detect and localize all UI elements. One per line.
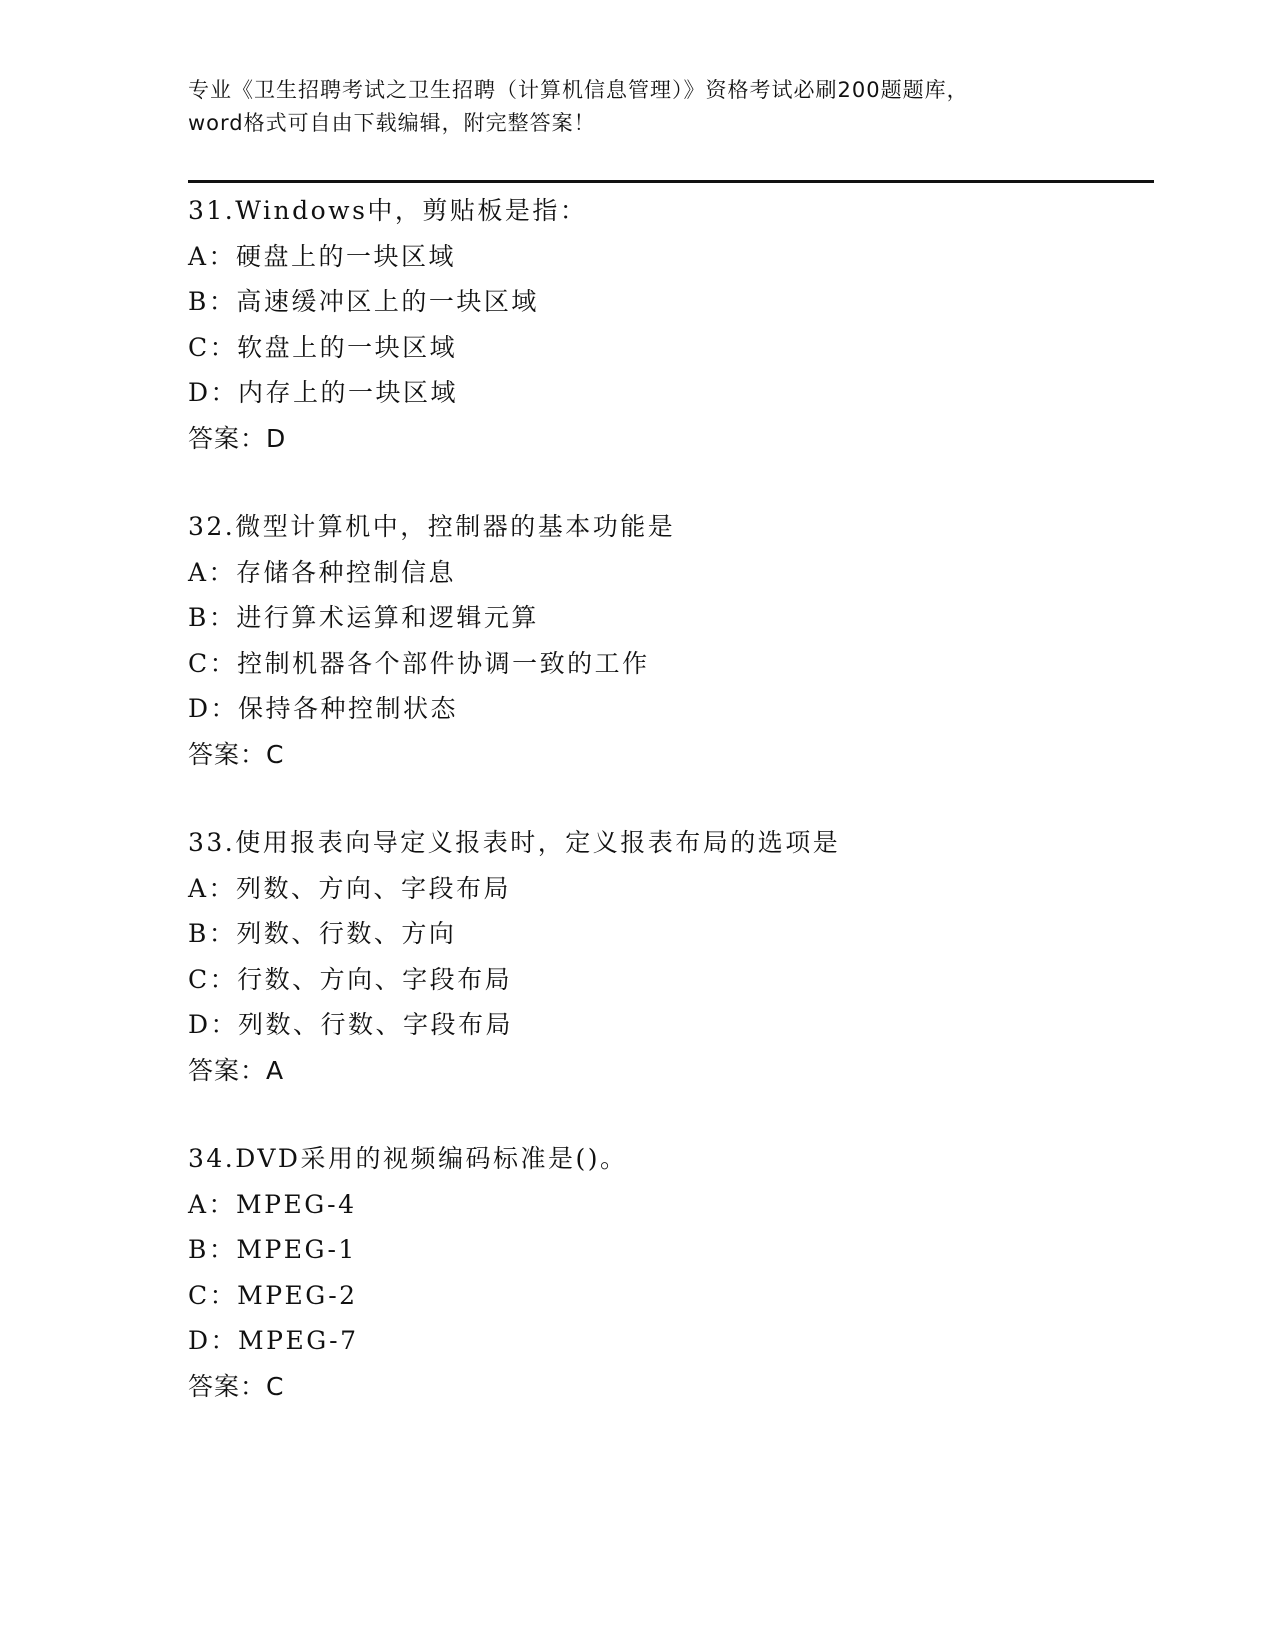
option-c: C：行数、方向、字段布局 [188,964,513,994]
document-header [188,74,1088,140]
option-a: A：MPEG-4 [188,1189,357,1219]
answer: 答案：C [188,1371,285,1401]
option-b: B：进行算术运算和逻辑元算 [188,603,539,632]
option-c: C：软盘上的一块区域 [188,332,458,362]
question-31 [188,188,1154,461]
question-32 [188,504,1154,777]
question-stem: 31.Windows中，剪贴板是指： [188,196,588,225]
option-a: A：硬盘上的一块区域 [188,241,457,271]
option-d: D：MPEG-7 [188,1326,359,1355]
header-line-2: word格式可自由下载编辑，附完整答案！ [188,111,596,135]
option-b: B：高速缓冲区上的一块区域 [188,287,539,316]
option-b: B：列数、行数、方向 [188,919,457,948]
option-d: D：列数、行数、字段布局 [188,1010,514,1039]
answer: 答案：D [188,423,287,453]
question-list [188,188,1154,1452]
question-34 [188,1136,1154,1409]
option-a: A：存储各种控制信息 [188,557,457,587]
option-c: C：控制机器各个部件协调一致的工作 [188,648,650,678]
question-stem: 34.DVD采用的视频编码标准是()。 [188,1144,628,1173]
option-c: C：MPEG-2 [188,1280,358,1310]
question-stem: 32.微型计算机中，控制器的基本功能是 [188,512,676,541]
option-d: D：内存上的一块区域 [188,378,459,407]
option-b: B：MPEG-1 [188,1235,357,1264]
answer: 答案：C [188,739,285,769]
option-d: D：保持各种控制状态 [188,694,459,723]
header-divider [188,180,1154,183]
question-33 [188,820,1154,1093]
answer: 答案：A [188,1055,285,1085]
option-a: A：列数、方向、字段布局 [188,873,512,903]
question-stem: 33.使用报表向导定义报表时，定义报表布局的选项是 [188,828,841,857]
header-line-1: 专业《卫生招聘考试之卫生招聘（计算机信息管理）》资格考试必刷200题题库， [188,78,969,102]
